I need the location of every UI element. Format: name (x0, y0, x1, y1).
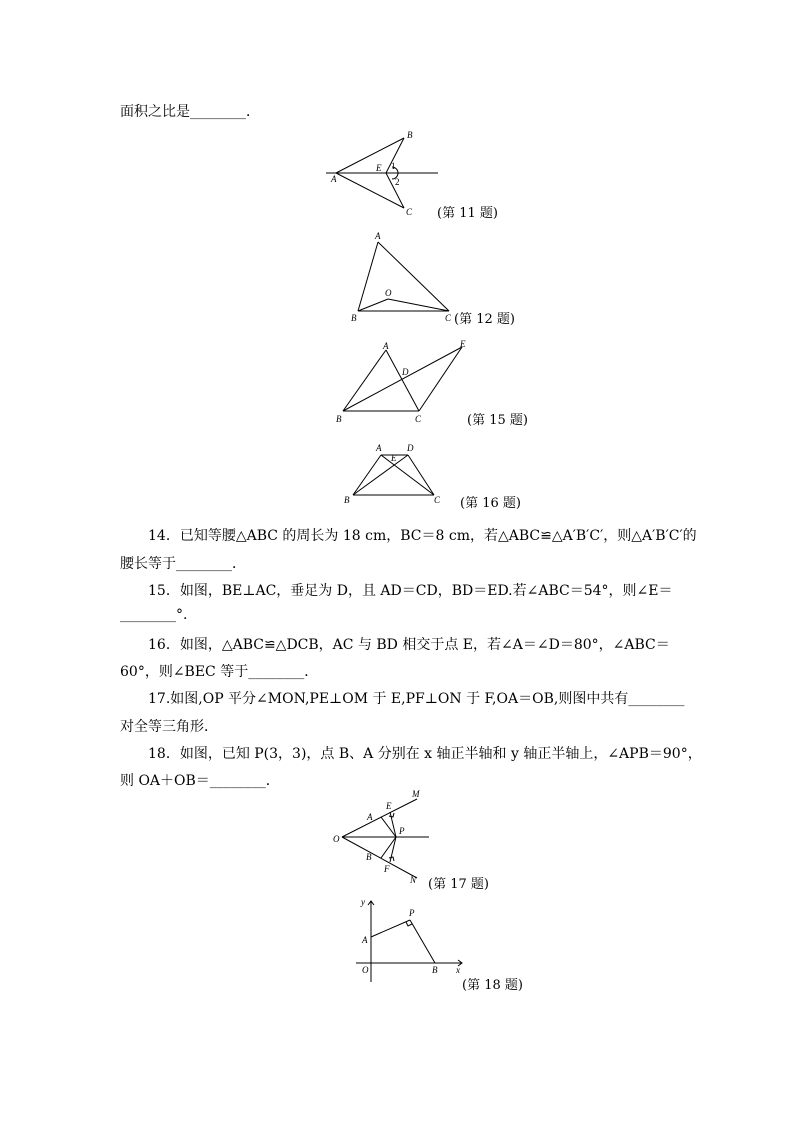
fig18-label-y: y (361, 897, 365, 907)
fig11-label-B: B (407, 130, 413, 140)
figure-11 (322, 128, 447, 220)
fig12-caption: (第 12 题) (454, 312, 515, 327)
fig12-label-O: O (385, 288, 392, 298)
q16-line1: 16．如图，△ABC≌△DCB，AC 与 BD 相交于点 E，若∠A＝∠D＝80°，∠ABC＝ (148, 637, 670, 653)
q16-line2: 60°，则∠BEC 等于________． (120, 664, 319, 680)
fig12-label-C: C (445, 313, 452, 323)
fig11-label-E: E (376, 163, 382, 173)
fig18-caption: (第 18 题) (462, 978, 523, 993)
q14-line1: 14．已知等腰△ABC 的周长为 18 cm，BC＝8 cm，若△ABC≌△A′B′C′，则△A′B′C′的 (148, 528, 697, 544)
fig16-caption: (第 16 题) (460, 496, 521, 511)
fig16-label-C: C (434, 495, 441, 505)
fig18-label-O: O (362, 965, 369, 975)
fig16-label-D: D (407, 443, 414, 453)
fig17-label-M: M (412, 789, 420, 799)
figure-12 (345, 228, 460, 324)
fig15-label-A: A (383, 341, 389, 351)
figure-17 (328, 786, 432, 888)
q17-line2: 对全等三角形． (120, 719, 218, 735)
fig15-label-E: E (460, 339, 466, 349)
fig16-label-E: E (391, 453, 397, 463)
q15-line2: ________°. (120, 607, 188, 623)
fig18-label-P: P (409, 908, 415, 918)
fig17-label-O: O (333, 834, 340, 844)
figure-15 (333, 338, 473, 426)
q18-line2: 则 OA＋OB＝________． (120, 773, 280, 789)
top-line: 面积之比是________． (120, 104, 260, 120)
q15-line1: 15．如图，BE⊥AC，垂足为 D，且 AD＝CD，BD＝ED.若∠ABC＝54°，则∠E＝ (148, 583, 673, 599)
fig11-caption: (第 11 题) (437, 206, 498, 221)
q17-line1: 17.如图,OP 平分∠MON,PE⊥OM 于 E,PF⊥ON 于 F,OA＝OB,则图中共有________ (148, 691, 685, 707)
fig15-caption: (第 15 题) (467, 413, 528, 428)
fig16-label-B: B (344, 495, 350, 505)
fig18-label-B: B (432, 965, 438, 975)
fig12-label-B: B (351, 313, 357, 323)
fig11-label-2: 2 (395, 177, 400, 187)
fig15-label-D: D (402, 367, 409, 377)
fig11-label-C: C (406, 207, 413, 217)
fig15-label-C: C (415, 414, 422, 424)
q18-line1: 18．如图，已知 P(3，3)，点 B、A 分别在 x 轴正半轴和 y 轴正半轴上，∠APB＝90°， (148, 746, 702, 762)
fig11-label-A: A (331, 174, 337, 184)
fig18-label-A: A (362, 935, 368, 945)
fig17-label-E: E (386, 801, 392, 811)
fig17-label-F: F (384, 864, 390, 874)
q14-line2: 腰长等于________． (120, 556, 246, 572)
fig17-label-B: B (366, 852, 372, 862)
fig17-caption: (第 17 题) (428, 877, 489, 892)
fig18-label-x: x (456, 965, 460, 975)
fig17-label-N: N (410, 875, 417, 885)
figure-18 (352, 895, 467, 985)
fig11-label-1: 1 (391, 161, 396, 171)
fig12-label-A: A (375, 231, 381, 241)
fig15-label-B: B (336, 414, 342, 424)
fig17-label-P: P (399, 826, 405, 836)
fig16-label-A: A (376, 443, 382, 453)
fig17-label-A: A (367, 812, 373, 822)
figure-16 (340, 440, 450, 508)
